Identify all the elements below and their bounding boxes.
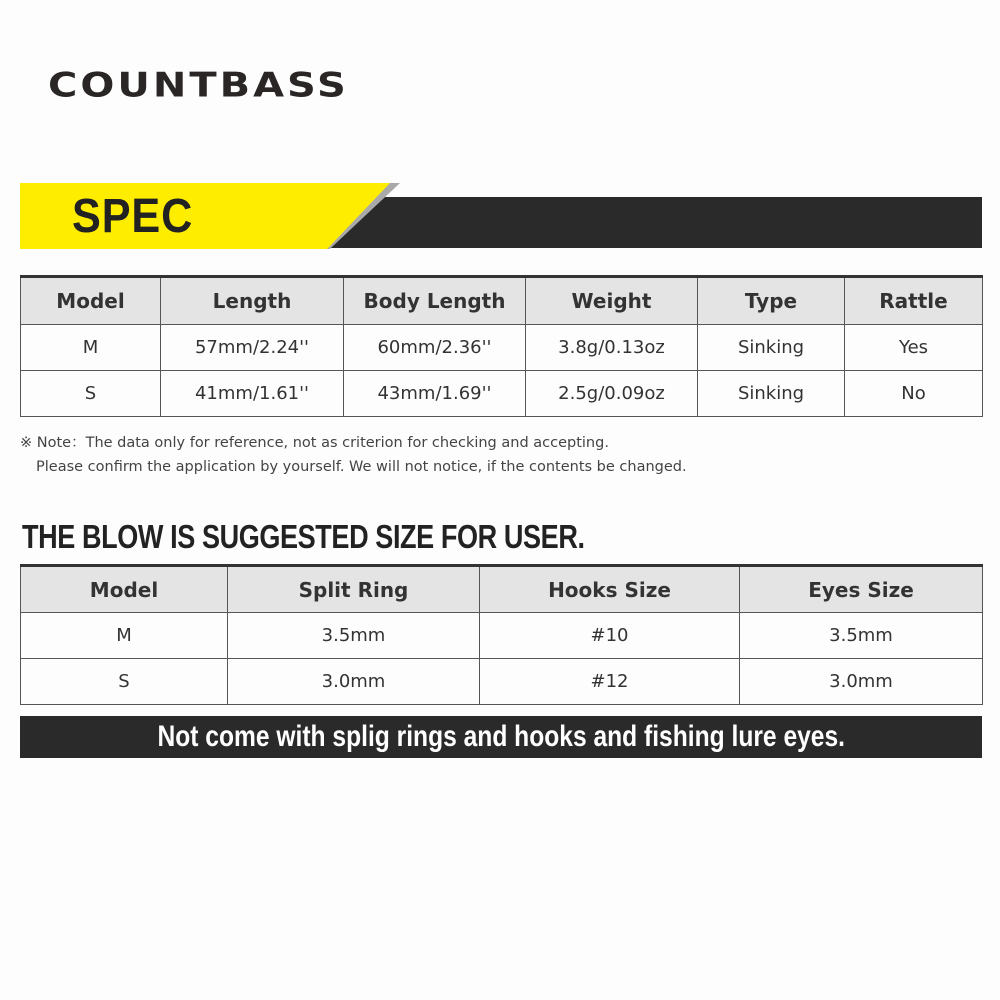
- brand-logo: COUNTBASS: [48, 66, 349, 106]
- cell-weight: 3.8g/0.13oz: [526, 325, 698, 371]
- cell-eyes-size: 3.0mm: [740, 659, 983, 705]
- cell-rattle: Yes: [845, 325, 983, 371]
- cell-split-ring: 3.5mm: [228, 613, 480, 659]
- suggested-size-heading: THE BLOW IS SUGGESTED SIZE FOR USER.: [22, 518, 585, 555]
- table-row: [21, 659, 983, 705]
- cell-body-length: 60mm/2.36'': [344, 325, 526, 371]
- header-type: Type: [698, 277, 845, 325]
- header-model: Model: [21, 566, 228, 613]
- suggested-size-table: [20, 564, 983, 705]
- reference-note: [20, 431, 687, 479]
- cell-length: 57mm/2.24'': [161, 325, 344, 371]
- header-split-ring: Split Ring: [228, 566, 480, 613]
- cell-body-length: 43mm/1.69'': [344, 371, 526, 417]
- cell-split-ring: 3.0mm: [228, 659, 480, 705]
- cell-hooks-size: #10: [480, 613, 740, 659]
- cell-model: M: [21, 613, 228, 659]
- cell-type: Sinking: [698, 325, 845, 371]
- header-eyes-size: Eyes Size: [740, 566, 983, 613]
- banner-dark-bar: [320, 197, 982, 248]
- cell-hooks-size: #12: [480, 659, 740, 705]
- cell-type: Sinking: [698, 371, 845, 417]
- note-line-2: Please confirm the application by yourself. We will not notice, if the contents be changed.: [36, 459, 687, 475]
- header-model: Model: [21, 277, 161, 325]
- table-row: [21, 325, 983, 371]
- cell-model: S: [21, 371, 161, 417]
- cell-model: M: [21, 325, 161, 371]
- cell-length: 41mm/1.61'': [161, 371, 344, 417]
- header-body-length: Body Length: [344, 277, 526, 325]
- table-header-row: [21, 566, 983, 613]
- footer-banner: [20, 716, 982, 758]
- header-hooks-size: Hooks Size: [480, 566, 740, 613]
- cell-rattle: No: [845, 371, 983, 417]
- note-line-1: ※ Note：The data only for reference, not as criterion for checking and accepting.: [20, 435, 609, 451]
- table-header-row: [21, 277, 983, 325]
- cell-model: S: [21, 659, 228, 705]
- spec-banner: [20, 183, 982, 249]
- table-row: [21, 371, 983, 417]
- spec-table: [20, 275, 983, 417]
- table-row: [21, 613, 983, 659]
- spec-title: SPEC: [72, 190, 194, 243]
- header-length: Length: [161, 277, 344, 325]
- header-weight: Weight: [526, 277, 698, 325]
- cell-eyes-size: 3.5mm: [740, 613, 983, 659]
- header-rattle: Rattle: [845, 277, 983, 325]
- cell-weight: 2.5g/0.09oz: [526, 371, 698, 417]
- footer-notice: Not come with splig rings and hooks and fishing lure eyes.: [157, 720, 845, 753]
